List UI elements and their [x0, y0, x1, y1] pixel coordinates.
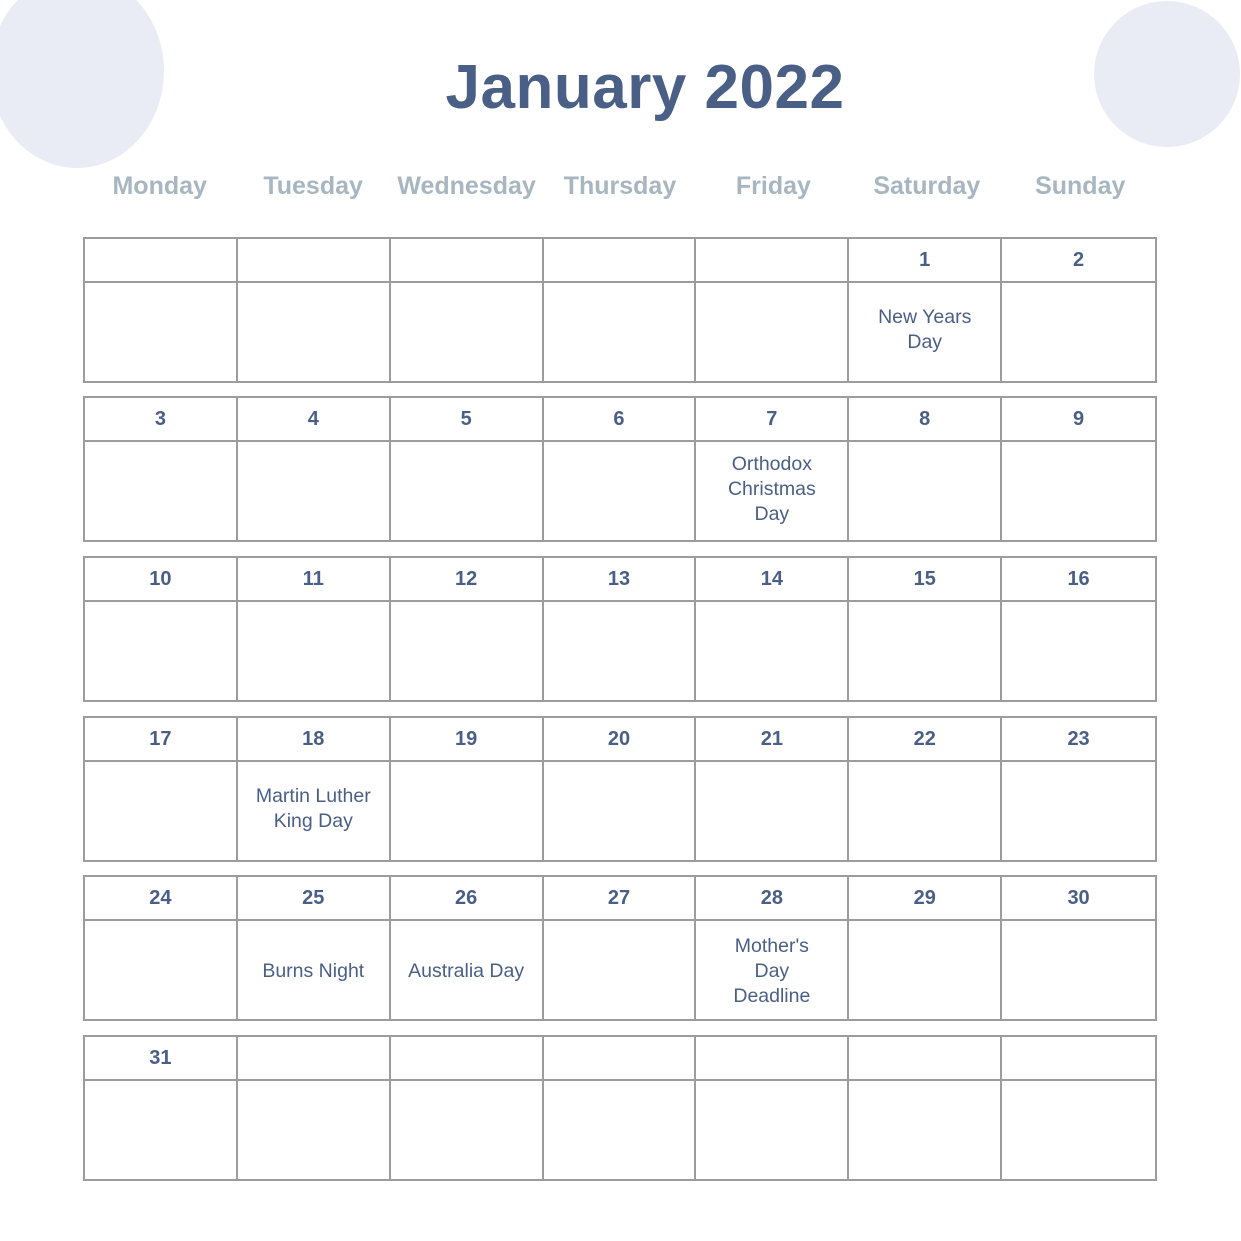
day-number — [544, 1037, 697, 1081]
weekday-friday: Friday — [735, 172, 811, 200]
day-event — [1002, 602, 1155, 702]
day-number: 11 — [238, 558, 391, 602]
day-number: 28 — [696, 877, 849, 921]
day-event — [849, 762, 1002, 862]
day-number: 31 — [85, 1037, 238, 1081]
week-row-4 — [83, 716, 1157, 862]
day-number: 20 — [544, 718, 697, 762]
week-row-2 — [83, 396, 1157, 542]
day-number: 25 — [238, 877, 391, 921]
day-number — [391, 239, 544, 283]
day-event — [85, 921, 238, 1021]
day-number: 9 — [1002, 398, 1155, 442]
day-number — [696, 239, 849, 283]
day-event: Burns Night — [238, 921, 391, 1021]
day-event — [391, 1081, 544, 1181]
day-number — [238, 239, 391, 283]
day-number: 7 — [696, 398, 849, 442]
weekday-sunday: Sunday — [1035, 172, 1126, 200]
day-event — [85, 442, 238, 542]
day-event — [391, 762, 544, 862]
day-number: 29 — [849, 877, 1002, 921]
weekday-thursday: Thursday — [563, 172, 677, 200]
day-event — [544, 442, 697, 542]
weekday-tuesday: Tuesday — [263, 172, 363, 200]
day-event-highlight: Mother's Day Deadline — [696, 921, 849, 1021]
day-number: 12 — [391, 558, 544, 602]
day-event — [696, 1081, 849, 1181]
day-number: 1 — [849, 239, 1002, 283]
day-event — [544, 283, 697, 383]
day-number: 30 — [1002, 877, 1155, 921]
day-number: 13 — [544, 558, 697, 602]
day-number: 24 — [85, 877, 238, 921]
week-row-5 — [83, 875, 1157, 1021]
day-event — [238, 283, 391, 383]
day-event: New Years Day — [849, 283, 1002, 383]
day-event — [849, 1081, 1002, 1181]
day-event: Martin Luther King Day — [238, 762, 391, 862]
day-number: 22 — [849, 718, 1002, 762]
day-event — [849, 921, 1002, 1021]
weekday-header — [83, 168, 1157, 204]
day-event — [849, 602, 1002, 702]
day-event — [85, 762, 238, 862]
day-number: 26 — [391, 877, 544, 921]
day-event — [696, 283, 849, 383]
day-event — [1002, 283, 1155, 383]
day-event — [85, 1081, 238, 1181]
day-number: 8 — [849, 398, 1002, 442]
weekday-wednesday: Wednesday — [397, 172, 536, 200]
day-event — [238, 1081, 391, 1181]
day-number: 27 — [544, 877, 697, 921]
day-number: 18 — [238, 718, 391, 762]
day-event — [391, 283, 544, 383]
day-number: 6 — [544, 398, 697, 442]
day-number: 16 — [1002, 558, 1155, 602]
day-event: Orthodox Christmas Day — [696, 442, 849, 542]
day-event — [696, 762, 849, 862]
day-event — [85, 602, 238, 702]
day-number — [849, 1037, 1002, 1081]
day-number: 17 — [85, 718, 238, 762]
day-event — [238, 602, 391, 702]
day-event — [238, 442, 391, 542]
day-event — [544, 602, 697, 702]
day-number: 4 — [238, 398, 391, 442]
day-number — [391, 1037, 544, 1081]
day-event — [849, 442, 1002, 542]
day-event — [1002, 762, 1155, 862]
week-row-6 — [83, 1035, 1157, 1181]
day-number — [85, 239, 238, 283]
day-number: 21 — [696, 718, 849, 762]
day-number — [544, 239, 697, 283]
day-number: 3 — [85, 398, 238, 442]
day-number: 2 — [1002, 239, 1155, 283]
day-number — [238, 1037, 391, 1081]
week-row-1 — [83, 237, 1157, 383]
day-event — [1002, 921, 1155, 1021]
day-event: Australia Day — [391, 921, 544, 1021]
weekday-saturday: Saturday — [873, 172, 981, 200]
calendar-title: January 2022 — [445, 53, 845, 122]
day-number: 19 — [391, 718, 544, 762]
day-event — [85, 283, 238, 383]
day-number: 23 — [1002, 718, 1155, 762]
day-event — [1002, 442, 1155, 542]
day-number — [1002, 1037, 1155, 1081]
day-number — [696, 1037, 849, 1081]
day-number: 15 — [849, 558, 1002, 602]
week-row-3 — [83, 556, 1157, 702]
day-event — [544, 762, 697, 862]
day-number: 10 — [85, 558, 238, 602]
day-event — [391, 602, 544, 702]
day-event — [544, 1081, 697, 1181]
day-event — [391, 442, 544, 542]
day-event — [1002, 1081, 1155, 1181]
day-event — [696, 602, 849, 702]
day-number: 5 — [391, 398, 544, 442]
day-number: 14 — [696, 558, 849, 602]
weekday-monday: Monday — [112, 172, 207, 200]
day-event — [544, 921, 697, 1021]
